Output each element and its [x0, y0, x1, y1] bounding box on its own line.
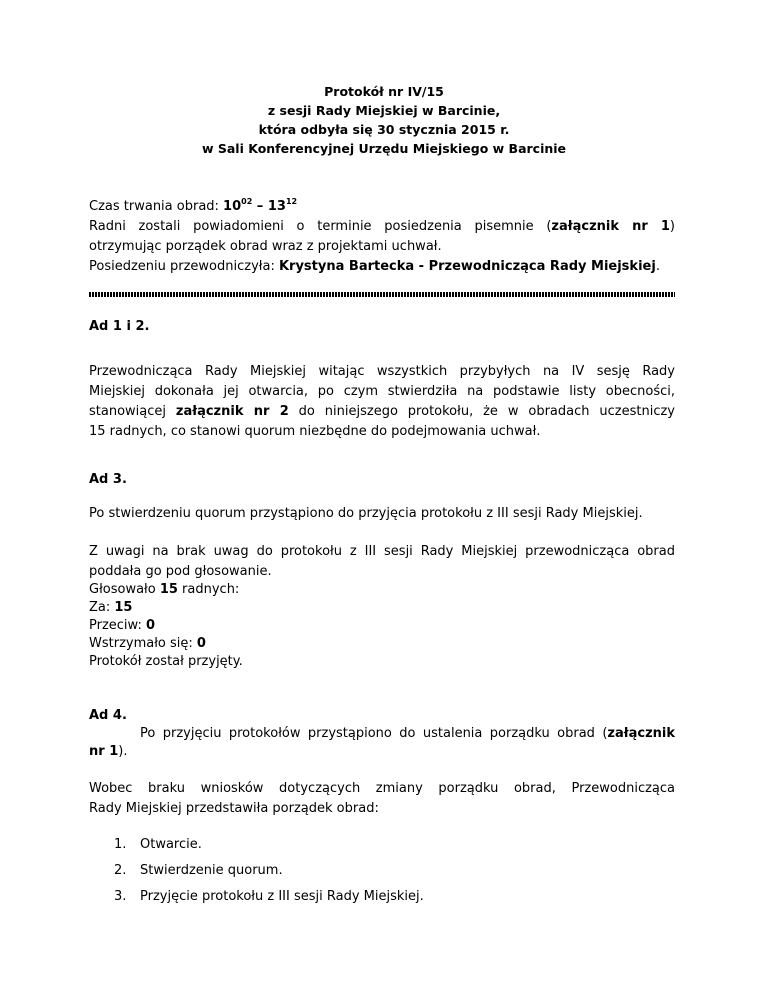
- title-line-1: Protokół nr IV/15: [324, 84, 444, 99]
- agenda-item: 3. Przyjęcie protokołu z III sesji Rady Miejskiej.: [114, 889, 424, 904]
- ad4-line-2: nr 1).: [89, 744, 128, 759]
- ad4-paragraph-2-line-2: Rady Miejskiej przedstawiła porządek obrad:: [89, 801, 379, 816]
- heading-ad-3: Ad 3.: [89, 472, 127, 487]
- separator-line: [89, 292, 675, 297]
- chair-line: Posiedzeniu przewodniczyła: Krystyna Bartecka - Przewodnicząca Rady Miejskiej.: [89, 259, 660, 274]
- vote-for: Za: 15: [89, 600, 133, 615]
- ad4-paragraph-2-line-1: Wobec braku wniosków dotyczących zmiany porządku obrad, Przewodnicząca: [89, 781, 675, 796]
- ad3-paragraph-2-line-2: poddała go pod głosowanie.: [89, 564, 272, 579]
- ad12-line-2: Miejskiej dokonała jej otwarcia, po czym stwierdziła na podstawie listy obecności,: [89, 384, 675, 399]
- agenda-item: 1. Otwarcie.: [114, 837, 202, 852]
- agenda-item: 2. Stwierdzenie quorum.: [114, 863, 283, 878]
- ad3-paragraph-1: Po stwierdzeniu quorum przystąpiono do przyjęcia protokołu z III sesji Rady Miejskiej.: [89, 506, 643, 521]
- ad12-line-3: stanowiącej załącznik nr 2 do niniejszego protokołu, że w obradach uczestniczy: [89, 404, 675, 419]
- title-line-4: w Sali Konferencyjnej Urzędu Miejskiego w Barcinie: [201, 141, 567, 156]
- notice-line-1: Radni zostali powiadomieni o terminie posiedzenia pisemnie (załącznik nr 1): [89, 219, 675, 234]
- time-start: $10^{02} - 13^{12}$: [223, 196, 298, 214]
- vote-against: Przeciw: 0: [89, 618, 156, 633]
- time-label: Czas trwania obrad:: [89, 199, 224, 214]
- ad12-line-4: 15 radnych, co stanowi quorum niezbędne do podejmowania uchwał.: [89, 424, 541, 439]
- vote-count: Głosowało 15 radnych:: [89, 582, 240, 597]
- session-time: [89, 197, 297, 217]
- vote-result: Protokół został przyjęty.: [89, 654, 243, 669]
- notice-line-2: otrzymując porządek obrad wraz z projektami uchwał.: [89, 239, 442, 254]
- heading-ad-4: Ad 4.: [89, 708, 127, 723]
- title-line-2: z sesji Rady Miejskiej w Barcinie,: [267, 103, 501, 118]
- ad12-line-1: Przewodnicząca Rady Miejskiej witając wszystkich przybyłych na IV sesję Rady: [89, 364, 675, 379]
- ad4-line-1: Po przyjęciu protokołów przystąpiono do ustalenia porządku obrad (załącznik: [140, 726, 675, 741]
- ad3-paragraph-2-line-1: Z uwagi na brak uwag do protokołu z III sesji Rady Miejskiej przewodnicząca obrad: [89, 544, 675, 559]
- title-line-3: która odbyła się 30 stycznia 2015 r.: [258, 122, 510, 137]
- heading-ad-1-2: Ad 1 i 2.: [89, 319, 150, 334]
- attachment-ref: załącznik nr 1: [551, 219, 670, 234]
- chair-name: Krystyna Bartecka - Przewodnicząca Rady Miejskiej: [278, 259, 656, 274]
- vote-abstain: Wstrzymało się: 0: [89, 636, 206, 651]
